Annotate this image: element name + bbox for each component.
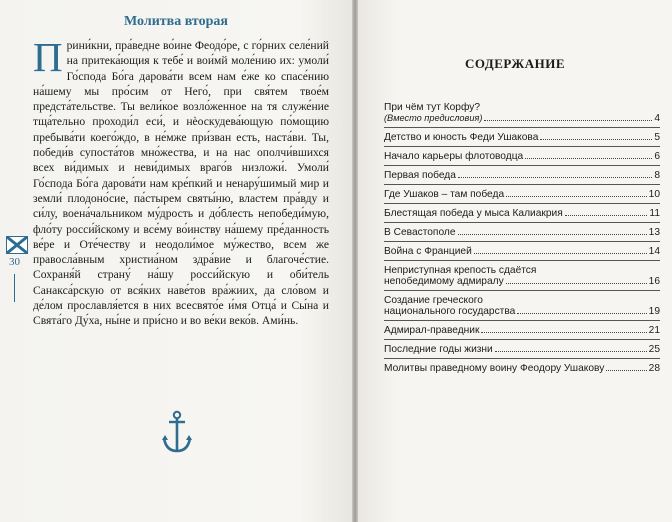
toc-entry-line [384,276,660,287]
toc-divider [384,127,660,128]
prayer-body: рини́кни, пра́ведне во́ине Феодо́ре, с го́рних селе́ний на притека́ющия к тебе́ и вои́мй моле́нию их: умоли́ Го́спода Бо́га дарова́ти всем нам е́же ко спасе́нию на́шему мы про́сим от Него́, при свя́тем твое́м предста́тельстве. Ты вели́кое возло́женное на тя служе́ние тща́тельно проходи́л еси́, и нѐоскудева́ющую по́мощию пребыва́ти коего́ждо, в не́мже при́зван есть, наста́ви. Ты, победи́в супоста́тов мно́жества, и на нас ополчи́вшихся всех ви́димых и неви́димых враго́в низложи́. Умоли́ Го́спода Бо́га дарова́ти нам кре́пкий и ненару́шимый мир и земли́ плодоно́сие, па́стырем святы́ню, властем пра́вду и си́лу, воена́чальником му́дрость и до́блесть непобеди́мую, фло́ту росси́йскому и все́му во́инству на́шему пре́данность ве́ре и Оте́честву и неодоли́мое му́жество, всем же правосла́вным христиа́ном здра́вие и благоче́стие. Сохраня́й страну́ на́шу росси́йскую и оби́тель Санакса́рскую от вся́ких наве́тов вра́жиих, да сло́вом и де́лом прославля́ется в них всесвято́е и́мя Отца́ и Сы́на и Свята́го Ду́ха, ны́не и при́сно и во ве́ки веко́в. Ами́нь. [33,39,329,328]
toc-page-number: 13 [648,227,660,238]
toc-entry-line [384,208,660,219]
toc-entry-title: Первая победа [384,170,456,181]
toc-entry-title: Начало карьеры флотоводца [384,151,524,162]
toc-page-number: 11 [649,208,660,219]
anchor-icon [161,410,193,454]
toc-leader-dots [525,158,652,159]
toc-divider [384,241,660,242]
toc-entry-line [384,295,660,306]
toc-entry-title: национального государства [384,306,516,317]
toc-page-number: 6 [654,151,660,162]
toc-entry-title: Детство и юность Феди Ушакова [384,132,539,143]
toc-entry [384,363,660,374]
table-of-contents [384,102,660,374]
toc-entry-title: При чём тут Корфу? [384,102,480,113]
toc-entry-line [384,265,660,276]
toc-entry-line [384,344,660,355]
toc-entry [384,102,660,124]
toc-entry-line [384,102,660,113]
toc-entry-title: непобедимому адмиралу [384,276,504,287]
toc-divider [384,339,660,340]
toc-entry-line [384,132,660,143]
toc-leader-dots [458,234,647,235]
toc-leader-dots [484,120,652,121]
toc-divider [384,184,660,185]
toc-leader-dots [481,332,646,333]
toc-entry-line [384,170,660,181]
toc-page-number: 10 [648,189,660,200]
toc-entry-title: В Севастополе [384,227,456,238]
toc-entry [384,325,660,336]
toc-title: СОДЕРЖАНИЕ [464,56,566,71]
toc-entry [384,246,660,257]
toc-entry-line [384,325,660,336]
toc-entry [384,295,660,317]
toc-divider [384,290,660,291]
toc-entry-title: Молитвы праведному воину Феодору Ушакову [384,363,605,374]
toc-entry-line [384,306,660,317]
page-number: 30 [9,256,20,268]
toc-entry-subtitle: (Вместо предисловия) [384,113,483,123]
toc-leader-dots [458,177,652,178]
toc-entry-title: Неприступная крепость сдаётся [384,265,537,276]
toc-page-number: 19 [648,306,660,317]
right-page [358,0,672,522]
toc-divider [384,165,660,166]
toc-leader-dots [495,351,647,352]
toc-divider [384,358,660,359]
toc-divider [384,146,660,147]
toc-leader-dots [506,283,647,284]
toc-entry [384,170,660,181]
toc-divider [384,222,660,223]
toc-leader-dots [540,139,652,140]
toc-leader-dots [517,313,646,314]
toc-entry-title: Последние годы жизни [384,344,493,355]
toc-entry-title: Создание греческого [384,295,483,306]
toc-entry-line [384,246,660,257]
toc-entry-line [384,113,660,124]
toc-entry [384,208,660,219]
toc-page-number: 14 [648,246,660,257]
toc-entry-line [384,227,660,238]
toc-entry [384,265,660,287]
page-number-rule [14,274,15,302]
toc-page-number: 8 [654,170,660,181]
toc-divider [384,203,660,204]
prayer-title: Молитва вторая [124,14,228,29]
toc-entry [384,227,660,238]
toc-entry [384,189,660,200]
toc-leader-dots [506,196,647,197]
toc-entry [384,151,660,162]
st-andrew-flag-icon [6,236,28,254]
toc-leader-dots [474,253,647,254]
toc-entry-line [384,363,660,374]
toc-entry-line [384,189,660,200]
toc-divider [384,320,660,321]
toc-divider [384,260,660,261]
toc-entry-title: Война с Францией [384,246,472,257]
toc-page-number: 21 [648,325,660,336]
toc-leader-dots [565,215,648,216]
toc-entry-title: Где Ушаков – там победа [384,189,505,200]
toc-page-number: 25 [648,344,660,355]
toc-entry [384,132,660,143]
toc-page-number: 4 [654,113,660,124]
drop-cap: П [33,34,63,80]
toc-entry [384,344,660,355]
toc-page-number: 28 [648,363,660,374]
toc-page-number: 5 [654,132,660,143]
prayer-text [33,34,329,329]
toc-leader-dots [606,370,646,371]
toc-entry-line [384,151,660,162]
toc-entry-title: Адмирал-праведник [384,325,480,336]
toc-entry-title: Блестящая победа у мыса Калиакрия [384,208,563,219]
toc-page-number: 16 [648,276,660,287]
